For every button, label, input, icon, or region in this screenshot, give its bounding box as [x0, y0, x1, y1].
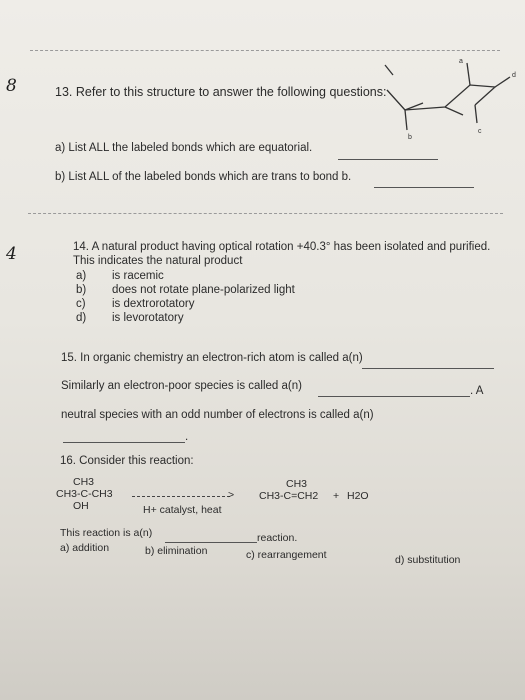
reaction-conditions: H+ catalyst, heat — [143, 504, 222, 516]
margin-score-q14: 4 — [6, 244, 17, 264]
q15-line2-end: . A — [470, 385, 484, 397]
q13b-text: b) List ALL of the labeled bonds which are trans to bond b. — [55, 171, 352, 183]
q16-statement-end: reaction. — [257, 532, 298, 544]
q14-line2: This indicates the natural product — [73, 255, 243, 267]
q13b-answer-line[interactable] — [374, 187, 474, 188]
bond-label-b: b — [408, 134, 412, 140]
bond-b — [405, 110, 407, 130]
q13-number: 13. — [55, 85, 73, 99]
q14-option-c[interactable]: c) is dextrorotatory — [76, 298, 195, 310]
q13-prompt: Refer to this structure to answer the following questions: — [75, 85, 387, 99]
margin-score-q13: 8 — [6, 76, 17, 96]
q16-statement: This reaction is a(n) — [60, 527, 153, 539]
q16-choice-a[interactable]: a) addition — [60, 542, 110, 554]
q14-number: 14. — [73, 241, 89, 253]
q15-answer-line-2[interactable] — [318, 396, 470, 397]
bond-label-a: a — [459, 58, 463, 65]
top-divider — [30, 50, 500, 51]
product-main-chain: CH3-C=CH2 — [259, 490, 319, 502]
product-top-group: CH3 — [286, 478, 308, 490]
q13a-answer-line[interactable] — [338, 159, 438, 160]
q15-answer-line-3[interactable] — [63, 442, 185, 443]
reaction-arrow-shaft — [132, 496, 230, 497]
reaction-arrow-head: > — [228, 489, 235, 501]
bond-a — [467, 63, 470, 85]
q13a-text: a) List ALL the labeled bonds which are equatorial. — [55, 142, 313, 154]
bond-label-d: d — [512, 72, 516, 79]
q16-answer-line[interactable] — [165, 542, 257, 543]
q15-line4-end: . — [185, 431, 189, 443]
reactant-hydroxyl: OH — [73, 500, 89, 512]
q16-choice-c[interactable]: c) rearrangement — [246, 549, 327, 561]
q14-option-b[interactable]: b) does not rotate plane-polarized light — [76, 284, 295, 296]
reactant-main-chain: CH3-C-CH3 — [56, 488, 113, 500]
q14-prompt-row — [73, 241, 490, 253]
bond-label-c: c — [478, 128, 482, 135]
bond-d — [495, 77, 510, 87]
q14-prompt: A natural product having optical rotation +40.3° has been isolated and purified. — [91, 241, 491, 253]
q15-line3: neutral species with an odd number of electrons is called a(n) — [61, 409, 374, 421]
reactant-top-group: CH3 — [73, 476, 95, 488]
q16-choice-d[interactable]: d) substitution — [395, 554, 461, 566]
middle-divider — [28, 213, 503, 214]
q15-line1: 15. In organic chemistry an electron-rich atom is called a(n) — [61, 352, 363, 364]
q15-line2: Similarly an electron-poor species is called a(n) — [61, 380, 302, 392]
q15-answer-line-1[interactable] — [362, 368, 494, 369]
chair-structure-diagram — [375, 55, 520, 140]
q14-option-a[interactable]: a) is racemic — [76, 270, 164, 282]
bond-c — [475, 105, 477, 123]
q14-option-d[interactable]: d) is levorotatory — [76, 312, 184, 324]
q16-title: 16. Consider this reaction: — [60, 455, 194, 467]
chair-ring-upper — [387, 85, 495, 110]
plus-sign: + — [333, 490, 340, 502]
water-formula: H2O — [347, 490, 369, 502]
q13-prompt-row — [55, 85, 386, 99]
q16-choice-b[interactable]: b) elimination — [145, 545, 208, 557]
